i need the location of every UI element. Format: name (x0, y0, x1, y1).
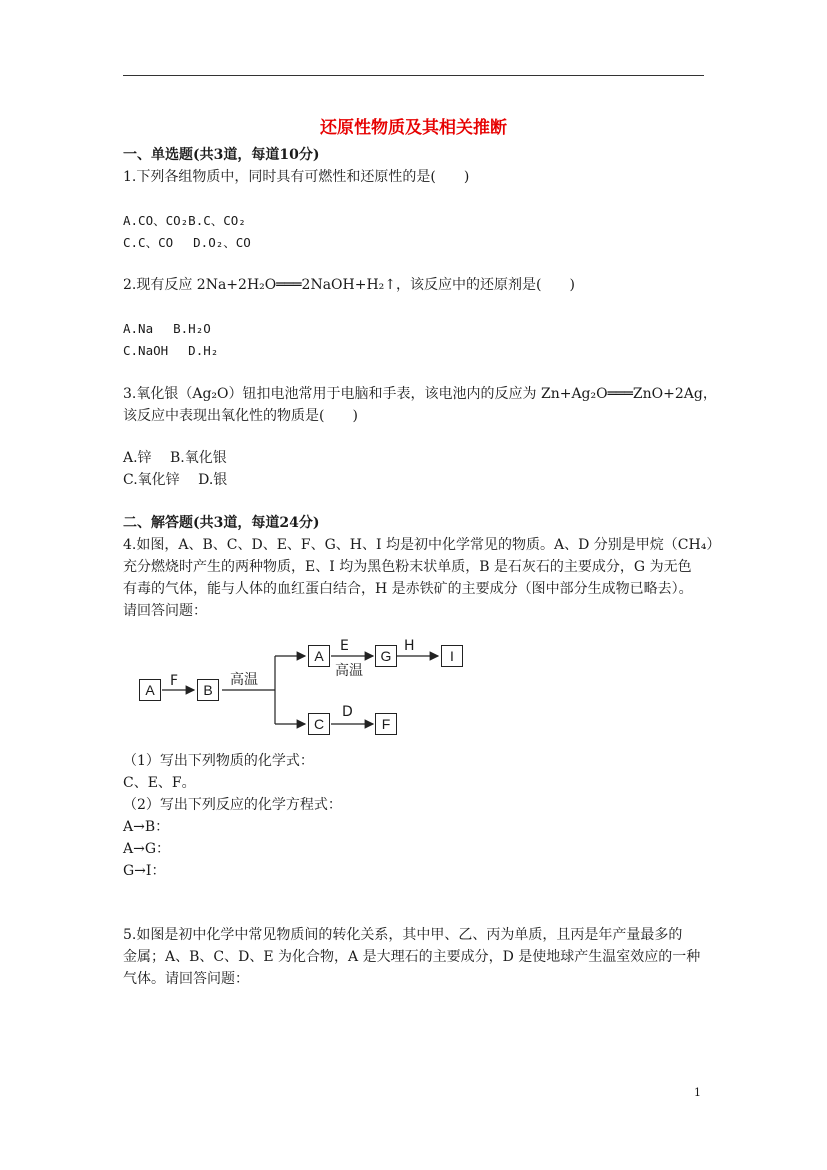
q5-stem-line2: 金属；A、B、C、D、E 为化合物，A 是大理石的主要成分，D 是使地球产生温室效应的一种 (123, 949, 701, 965)
q3-options-line2: C.氧化锌 D.银 (123, 472, 228, 488)
q4-sub1-answer: C、E、F。 (123, 775, 196, 791)
q2-stem: 2.现有反应 2Na+2H₂O═══2NaOH+H₂↑，该反应中的还原剂是( ) (123, 277, 575, 293)
arrow-label-d: D (342, 704, 353, 720)
q4-reaction-a-g: A→G： (123, 841, 171, 857)
node-c: C (308, 713, 330, 735)
q4-reaction-a-b: A→B： (123, 819, 170, 835)
node-b: B (197, 679, 219, 701)
q1-stem: 1.下列各组物质中，同时具有可燃性和还原性的是( ) (123, 169, 470, 185)
q1-options-line2: C.C、CO D.O₂、CO (123, 235, 251, 250)
header-rule (123, 75, 704, 76)
condition-high-temp-2: 高温 (335, 663, 363, 679)
section-heading-single-choice: 一、单选题(共3道，每道10分) (123, 147, 320, 163)
condition-high-temp-1: 高温 (230, 672, 258, 688)
q5-stem-line3: 气体。请回答问题： (123, 971, 249, 987)
q4-sub1: （1）写出下列物质的化学式： (123, 753, 314, 769)
section-heading-answer: 二、解答题(共3道，每道24分) (123, 515, 320, 531)
q4-reaction-g-i: G→I： (123, 863, 166, 879)
node-g: G (375, 645, 397, 667)
node-i: I (441, 645, 463, 667)
page-title: 还原性物质及其相关推断 (320, 118, 507, 138)
q4-stem-line2: 充分燃烧时产生的两种物质，E、I 均为黑色粉末状单质，B 是石灰石的主要成分，G 为无色 (123, 559, 692, 575)
q4-sub2: （2）写出下列反应的化学方程式： (123, 797, 342, 813)
node-a-start: A (139, 679, 161, 701)
q4-stem-line3: 有毒的气体，能与人体的血红蛋白结合，H 是赤铁矿的主要成分（图中部分生成物已略去）。 (123, 581, 693, 597)
q3-stem-line2: 该反应中表现出氧化性的物质是( ) (123, 408, 358, 424)
arrow-label-e: E (340, 638, 349, 654)
q2-options-line2: C.NaOH D.H₂ (123, 343, 219, 358)
arrow-label-f: F (170, 673, 179, 689)
q4-stem-line4: 请回答问题： (123, 603, 207, 619)
q3-stem-line1: 3.氧化银（Ag₂O）钮扣电池常用于电脑和手表，该电池内的反应为 Zn+Ag₂O═══ZnO+2Ag， (123, 386, 717, 402)
q3-options-line1: A.锌 B.氧化银 (123, 450, 227, 466)
q1-options-line1: A.CO、CO₂B.C、CO₂ (123, 213, 246, 228)
page-number: 1 (694, 1086, 701, 1099)
q4-stem-line1: 4.如图，A、B、C、D、E、F、G、H、I 均是初中化学常见的物质。A、D 分别是甲烷（CH₄） (123, 537, 721, 553)
diagram-connectors (130, 632, 480, 747)
reaction-flow-diagram (130, 632, 480, 747)
node-f: F (375, 713, 397, 735)
q2-options-line1: A.Na B.H₂O (123, 321, 211, 336)
arrow-label-h: H (404, 638, 415, 654)
node-a-upper: A (308, 645, 330, 667)
q5-stem-line1: 5.如图是初中化学中常见物质间的转化关系，其中甲、乙、丙为单质，且丙是年产量最多的 (123, 927, 683, 943)
